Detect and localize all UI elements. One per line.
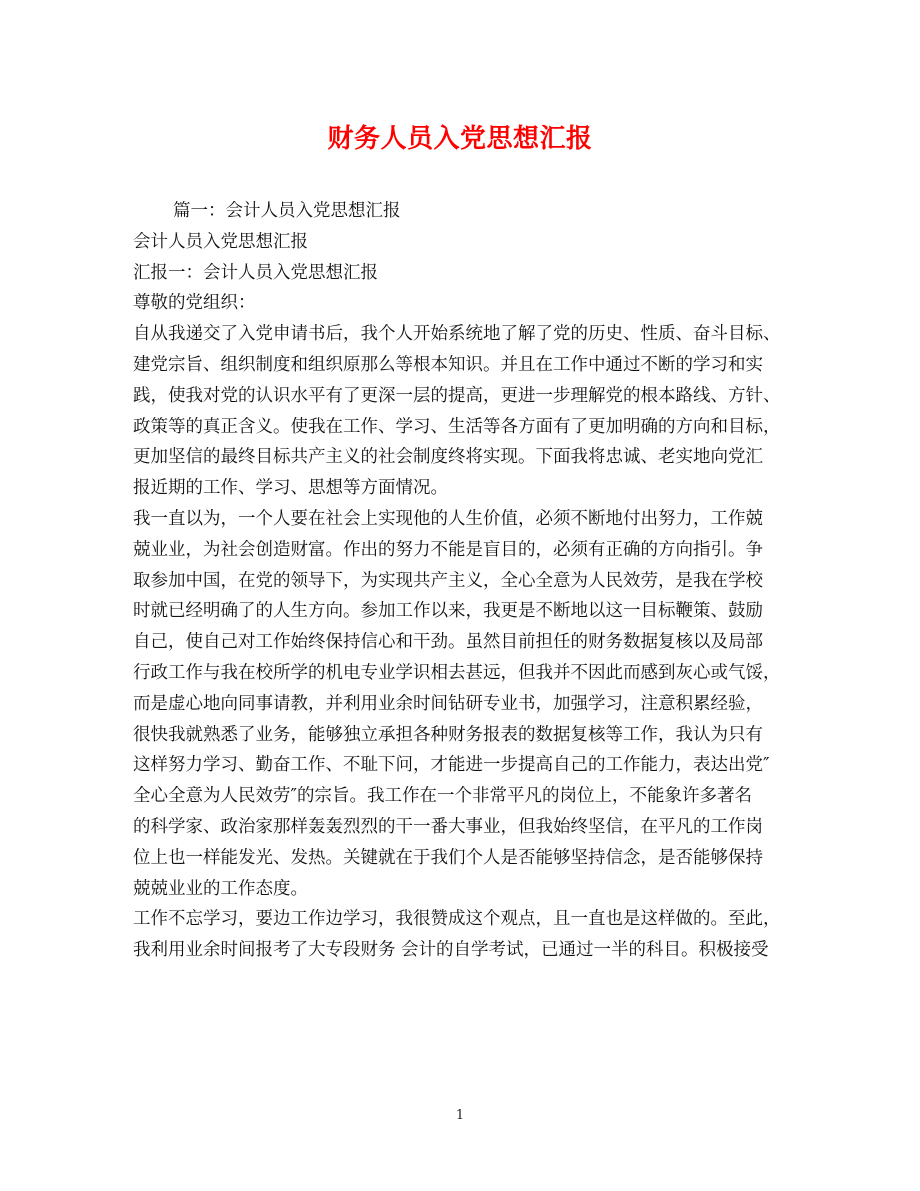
document-body: [133, 196, 793, 966]
text-line: 工作不忘学习，要边工作边学习，我很赞成这个观点，且一直也是这样做的。至此，: [133, 909, 781, 930]
text-line: 自己，使自己对工作始终保持信心和干劲。虽然目前担任的财务数据复核以及局部: [133, 632, 763, 653]
text-line: 建党宗旨、组织制度和组织原那么等根本知识。并且在工作中通过不断的学习和实: [133, 354, 763, 375]
text-line: 我一直以为，一个人要在社会上实现他的人生价值，必须不断地付出努力，工作兢: [133, 508, 763, 529]
text-line: 很快我就熟悉了业务，能够独立承担各种财务报表的数据复核等工作，我认为只有: [133, 724, 763, 745]
document-title: 财务人员入党思想汇报: [327, 124, 593, 154]
text-line: 位上也一样能发光、发热。关键就在于我们个人是否能够坚持信念，是否能够保持: [133, 847, 763, 868]
text-line: 更加坚信的最终目标共产主义的社会制度终将实现。下面我将忠诚、老实地向党汇: [133, 447, 763, 468]
text-line: 我利用业余时间报考了大专段财务 会计的自学考试，已通过一半的科目。积极接受: [133, 940, 769, 961]
text-line: 政策等的真正含义。使我在工作、学习、生活等各方面有了更加明确的方向和目标，: [133, 416, 781, 437]
text-line: 兢业业，为社会创造财富。作出的努力不能是盲目的，必须有正确的方向指引。争: [133, 539, 763, 560]
text-line: 这样努力学习、勤奋工作、不耻下问，才能进一步提高自己的工作能力，表达出党″: [133, 755, 770, 776]
page-number: 1: [455, 1108, 465, 1123]
text-line: 汇报一：会计人员入党思想汇报: [133, 262, 378, 283]
text-line: 的科学家、政治家那样轰轰烈烈的干一番大事业，但我始终坚信，在平凡的工作岗: [133, 816, 763, 837]
text-line: 取参加中国，在党的领导下，为实现共产主义，全心全意为人民效劳，是我在学校: [133, 570, 763, 591]
text-line: 时就已经明确了的人生方向。参加工作以来，我更是不断地以这一目标鞭策、鼓励: [133, 601, 763, 622]
text-line: 兢兢业业的工作态度。: [133, 878, 308, 899]
text-line: 报近期的工作、学习、思想等方面情况。: [133, 478, 448, 499]
text-line: 践，使我对党的认识水平有了更深一层的提高，更进一步理解党的根本路线、方针、: [133, 385, 781, 406]
text-line: 行政工作与我在校所学的机电专业学识相去甚远，但我并不因此而感到灰心或气馁，: [133, 662, 781, 683]
text-line: 而是虚心地向同事请教，并利用业余时间钻研专业书，加强学习，注意积累经验，: [133, 693, 763, 714]
section-heading: 篇一：会计人员入党思想汇报: [173, 201, 401, 221]
text-line: 全心全意为人民效劳″的宗旨。我工作在一个非常平凡的岗位上，不能象许多著名: [133, 786, 753, 807]
text-line: 会计人员入党思想汇报: [133, 231, 308, 252]
salutation: 尊敬的党组织：: [133, 293, 256, 314]
text-line: 自从我递交了入党申请书后，我个人开始系统地了解了党的历史、性质、奋斗目标、: [133, 324, 781, 345]
